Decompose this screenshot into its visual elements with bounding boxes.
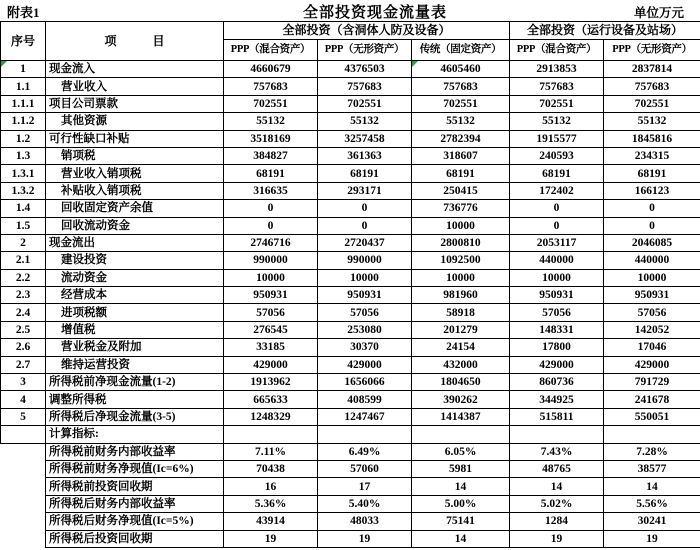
table-row — [1, 513, 700, 530]
row-serial-cell — [1, 460, 46, 477]
table-row — [1, 234, 700, 251]
value-cell: 1913962 — [224, 374, 318, 391]
value-cell: 440000 — [604, 252, 700, 269]
value-cell: 432000 — [412, 356, 510, 373]
value-cell: 736776 — [412, 200, 510, 217]
value-cell: 1845816 — [604, 130, 700, 147]
value-cell: 2837814 — [604, 61, 700, 78]
value-cell: 429000 — [604, 356, 700, 373]
value-cell: 5.00% — [412, 495, 510, 512]
col-header-ppp-mixed-1: PPP（混合资产） — [224, 40, 318, 61]
row-label-cell: 营业税金及附加 — [46, 339, 224, 356]
value-cell: 276545 — [224, 321, 318, 338]
value-cell: 55132 — [224, 113, 318, 130]
value-cell: 240593 — [510, 147, 604, 164]
value-cell: 0 — [604, 200, 700, 217]
value-cell: 5981 — [412, 460, 510, 477]
table-row — [1, 287, 700, 304]
value-cell: 57060 — [318, 460, 412, 477]
value-cell: 990000 — [224, 252, 318, 269]
row-label-cell: 回收流动资金 — [46, 217, 224, 234]
value-cell: 981960 — [412, 287, 510, 304]
value-cell: 17800 — [510, 339, 604, 356]
value-cell: 7.28% — [604, 443, 700, 460]
table-row — [1, 321, 700, 338]
value-cell: 16 — [224, 478, 318, 495]
value-cell: 19 — [224, 530, 318, 547]
value-cell: 3518169 — [224, 130, 318, 147]
value-cell: 48033 — [318, 513, 412, 530]
row-serial-cell: 1.1.1 — [1, 95, 46, 112]
table-row — [1, 165, 700, 182]
value-cell: 55132 — [510, 113, 604, 130]
value-cell: 665633 — [224, 391, 318, 408]
row-serial-cell: 4 — [1, 391, 46, 408]
value-cell: 19 — [510, 530, 604, 547]
table-row — [1, 374, 700, 391]
value-cell: 440000 — [510, 252, 604, 269]
value-cell: 2720437 — [318, 234, 412, 251]
value-cell: 1656066 — [318, 374, 412, 391]
value-cell: 702551 — [412, 95, 510, 112]
value-cell: 30370 — [318, 339, 412, 356]
row-serial-cell: 1.3 — [1, 147, 46, 164]
table-row — [1, 426, 700, 443]
value-cell: 234315 — [604, 147, 700, 164]
value-cell: 14 — [412, 478, 510, 495]
table-row — [1, 61, 700, 78]
row-serial-cell — [1, 426, 46, 443]
value-cell: 14 — [412, 530, 510, 547]
value-cell: 10000 — [510, 269, 604, 286]
row-serial-cell — [1, 443, 46, 460]
value-cell: 148331 — [510, 321, 604, 338]
table-row — [1, 530, 700, 547]
value-cell: 17046 — [604, 339, 700, 356]
value-cell: 1804650 — [412, 374, 510, 391]
value-cell: 361363 — [318, 147, 412, 164]
row-label-cell: 所得税后财务净现值(Ic=5%) — [46, 513, 224, 530]
table-row — [1, 147, 700, 164]
value-cell: 30241 — [604, 513, 700, 530]
row-serial-cell: 1.3.2 — [1, 182, 46, 199]
row-label-cell: 所得税前财务净现值(Ic=6%) — [46, 460, 224, 477]
row-serial-cell: 1.4 — [1, 200, 46, 217]
table-row — [1, 252, 700, 269]
value-cell — [510, 426, 604, 443]
value-cell: 1414387 — [412, 408, 510, 425]
row-serial-cell — [1, 513, 46, 530]
row-label-cell: 维持运营投资 — [46, 356, 224, 373]
value-cell: 55132 — [604, 113, 700, 130]
row-label-cell: 营业收入 — [46, 78, 224, 95]
title-bar — [0, 0, 700, 21]
value-cell: 293171 — [318, 182, 412, 199]
table-row — [1, 408, 700, 425]
row-serial-cell: 1 — [1, 61, 46, 78]
value-cell: 19 — [318, 530, 412, 547]
value-cell: 166123 — [604, 182, 700, 199]
value-cell: 515811 — [510, 408, 604, 425]
table-row — [1, 495, 700, 512]
value-cell: 7.43% — [510, 443, 604, 460]
value-cell: 2053117 — [510, 234, 604, 251]
col-header-ppp-intangible-1: PPP（无形资产） — [318, 40, 412, 61]
col-header-ppp-intangible-2: PPP（无形资产） — [604, 40, 700, 61]
value-cell: 0 — [224, 200, 318, 217]
value-cell — [318, 426, 412, 443]
value-cell: 702551 — [224, 95, 318, 112]
row-label-cell: 所得税前净现金流量(1-2) — [46, 374, 224, 391]
group-header-row — [1, 22, 700, 40]
value-cell: 57056 — [510, 304, 604, 321]
value-cell: 5.40% — [318, 495, 412, 512]
value-cell: 48765 — [510, 460, 604, 477]
row-serial-cell — [1, 478, 46, 495]
table-row — [1, 304, 700, 321]
row-label-cell: 所得税前财务内部收益率 — [46, 443, 224, 460]
row-label-cell: 流动资金 — [46, 269, 224, 286]
value-cell: 55132 — [318, 113, 412, 130]
value-cell: 1248329 — [224, 408, 318, 425]
value-cell: 14 — [510, 478, 604, 495]
row-serial-cell: 5 — [1, 408, 46, 425]
value-cell: 6.05% — [412, 443, 510, 460]
value-cell: 950931 — [510, 287, 604, 304]
row-serial-cell — [1, 495, 46, 512]
value-cell: 5.56% — [604, 495, 700, 512]
row-serial-cell: 1.2 — [1, 130, 46, 147]
value-cell: 0 — [510, 217, 604, 234]
value-cell: 4660679 — [224, 61, 318, 78]
value-cell: 0 — [224, 217, 318, 234]
table-row — [1, 200, 700, 217]
group-header-total-investment-station: 全部投资（运行设备及站场） — [510, 22, 700, 40]
value-cell: 550051 — [604, 408, 700, 425]
value-cell: 19 — [604, 530, 700, 547]
table-row — [1, 356, 700, 373]
col-header-traditional-fixed: 传统（固定资产） — [412, 40, 510, 61]
value-cell: 68191 — [510, 165, 604, 182]
value-cell: 57056 — [224, 304, 318, 321]
table-row — [1, 182, 700, 199]
value-cell: 253080 — [318, 321, 412, 338]
value-cell: 316635 — [224, 182, 318, 199]
value-cell — [412, 426, 510, 443]
unit-label: 单位万元 — [633, 6, 684, 20]
value-cell: 68191 — [224, 165, 318, 182]
table-row — [1, 269, 700, 286]
value-cell: 43914 — [224, 513, 318, 530]
value-cell: 7.11% — [224, 443, 318, 460]
value-cell: 702551 — [604, 95, 700, 112]
table-row — [1, 478, 700, 495]
value-cell: 318607 — [412, 147, 510, 164]
row-serial-cell: 1.1 — [1, 78, 46, 95]
value-cell: 757683 — [604, 78, 700, 95]
table-row — [1, 113, 700, 130]
row-label-cell: 补贴收入销项税 — [46, 182, 224, 199]
value-cell: 390262 — [412, 391, 510, 408]
group-header-total-investment-tunnel: 全部投资（含洞体人防及设备） — [224, 22, 510, 40]
row-serial-cell: 1.3.1 — [1, 165, 46, 182]
value-cell: 24154 — [412, 339, 510, 356]
row-serial-cell: 1.5 — [1, 217, 46, 234]
value-cell: 10000 — [412, 269, 510, 286]
row-serial-cell: 2.7 — [1, 356, 46, 373]
row-label-cell: 计算指标: — [46, 426, 224, 443]
value-cell: 860736 — [510, 374, 604, 391]
table-row — [1, 443, 700, 460]
table-row — [1, 460, 700, 477]
page-title: 全部投资现金流量表 — [302, 5, 447, 21]
value-cell: 757683 — [412, 78, 510, 95]
value-cell: 1915577 — [510, 130, 604, 147]
value-cell: 201279 — [412, 321, 510, 338]
row-label-cell: 所得税后财务内部收益率 — [46, 495, 224, 512]
value-cell: 429000 — [224, 356, 318, 373]
value-cell: 2913853 — [510, 61, 604, 78]
value-cell: 172402 — [510, 182, 604, 199]
row-serial-cell: 2.6 — [1, 339, 46, 356]
row-serial-cell: 3 — [1, 374, 46, 391]
row-label-cell: 经营成本 — [46, 287, 224, 304]
value-cell: 429000 — [510, 356, 604, 373]
value-cell: 791729 — [604, 374, 700, 391]
row-serial-cell: 2 — [1, 234, 46, 251]
value-cell: 68191 — [412, 165, 510, 182]
row-serial-cell: 2.5 — [1, 321, 46, 338]
value-cell: 250415 — [412, 182, 510, 199]
value-cell: 4376503 — [318, 61, 412, 78]
value-cell — [604, 426, 700, 443]
value-cell: 1092500 — [412, 252, 510, 269]
value-cell: 58918 — [412, 304, 510, 321]
table-row — [1, 95, 700, 112]
value-cell: 3257458 — [318, 130, 412, 147]
col-header-ppp-mixed-2: PPP（混合资产） — [510, 40, 604, 61]
row-label-cell: 销项税 — [46, 147, 224, 164]
cash-flow-table — [0, 21, 700, 548]
value-cell: 950931 — [604, 287, 700, 304]
value-cell: 757683 — [510, 78, 604, 95]
value-cell: 0 — [510, 200, 604, 217]
value-cell: 142052 — [604, 321, 700, 338]
row-label-cell: 建设投资 — [46, 252, 224, 269]
value-cell: 0 — [318, 217, 412, 234]
value-cell: 2046085 — [604, 234, 700, 251]
table-row — [1, 78, 700, 95]
table-row — [1, 130, 700, 147]
row-label-cell: 营业收入销项税 — [46, 165, 224, 182]
row-label-cell: 其他资源 — [46, 113, 224, 130]
row-label-cell: 回收固定资产余值 — [46, 200, 224, 217]
value-cell: 702551 — [510, 95, 604, 112]
value-cell: 241678 — [604, 391, 700, 408]
value-cell: 10000 — [318, 269, 412, 286]
col-header-serial: 序号 — [1, 22, 46, 61]
value-cell: 429000 — [318, 356, 412, 373]
value-cell: 75141 — [412, 513, 510, 530]
value-cell: 17 — [318, 478, 412, 495]
value-cell: 33185 — [224, 339, 318, 356]
value-cell: 6.49% — [318, 443, 412, 460]
value-cell: 2782394 — [412, 130, 510, 147]
value-cell: 1247467 — [318, 408, 412, 425]
row-serial-cell: 2.3 — [1, 287, 46, 304]
value-cell: 2746716 — [224, 234, 318, 251]
value-cell: 344925 — [510, 391, 604, 408]
value-cell: 57056 — [604, 304, 700, 321]
value-cell: 702551 — [318, 95, 412, 112]
col-header-item: 项 目 — [46, 22, 224, 61]
row-serial-cell: 2.1 — [1, 252, 46, 269]
row-label-cell: 所得税前投资回收期 — [46, 478, 224, 495]
table-row — [1, 217, 700, 234]
doc-tag: 附表1 — [7, 5, 40, 20]
row-label-cell: 所得税后投资回收期 — [46, 530, 224, 547]
row-label-cell: 现金流入 — [46, 61, 224, 78]
value-cell: 14 — [604, 478, 700, 495]
value-cell: 5.36% — [224, 495, 318, 512]
value-cell: 38577 — [604, 460, 700, 477]
value-cell: 950931 — [224, 287, 318, 304]
table-row — [1, 339, 700, 356]
value-cell: 950931 — [318, 287, 412, 304]
value-cell: 10000 — [604, 269, 700, 286]
row-label-cell: 调整所得税 — [46, 391, 224, 408]
value-cell: 10000 — [412, 217, 510, 234]
table-body — [1, 61, 700, 548]
value-cell: 4605460 — [412, 61, 510, 78]
row-serial-cell: 2.4 — [1, 304, 46, 321]
value-cell: 10000 — [224, 269, 318, 286]
row-label-cell: 现金流出 — [46, 234, 224, 251]
value-cell: 0 — [604, 217, 700, 234]
value-cell: 68191 — [318, 165, 412, 182]
row-label-cell: 增值税 — [46, 321, 224, 338]
value-cell — [224, 426, 318, 443]
value-cell: 2800810 — [412, 234, 510, 251]
value-cell: 57056 — [318, 304, 412, 321]
row-label-cell: 进项税额 — [46, 304, 224, 321]
value-cell: 55132 — [412, 113, 510, 130]
value-cell: 0 — [318, 200, 412, 217]
value-cell: 1284 — [510, 513, 604, 530]
row-label-cell: 可行性缺口补贴 — [46, 130, 224, 147]
value-cell: 990000 — [318, 252, 412, 269]
value-cell: 408599 — [318, 391, 412, 408]
value-cell: 68191 — [604, 165, 700, 182]
row-label-cell: 所得税后净现金流量(3-5) — [46, 408, 224, 425]
value-cell: 5.02% — [510, 495, 604, 512]
row-serial-cell: 1.1.2 — [1, 113, 46, 130]
value-cell: 757683 — [224, 78, 318, 95]
value-cell: 384827 — [224, 147, 318, 164]
row-serial-cell: 2.2 — [1, 269, 46, 286]
value-cell: 757683 — [318, 78, 412, 95]
table-row — [1, 391, 700, 408]
value-cell: 70438 — [224, 460, 318, 477]
row-serial-cell — [1, 530, 46, 547]
row-label-cell: 项目公司票款 — [46, 95, 224, 112]
